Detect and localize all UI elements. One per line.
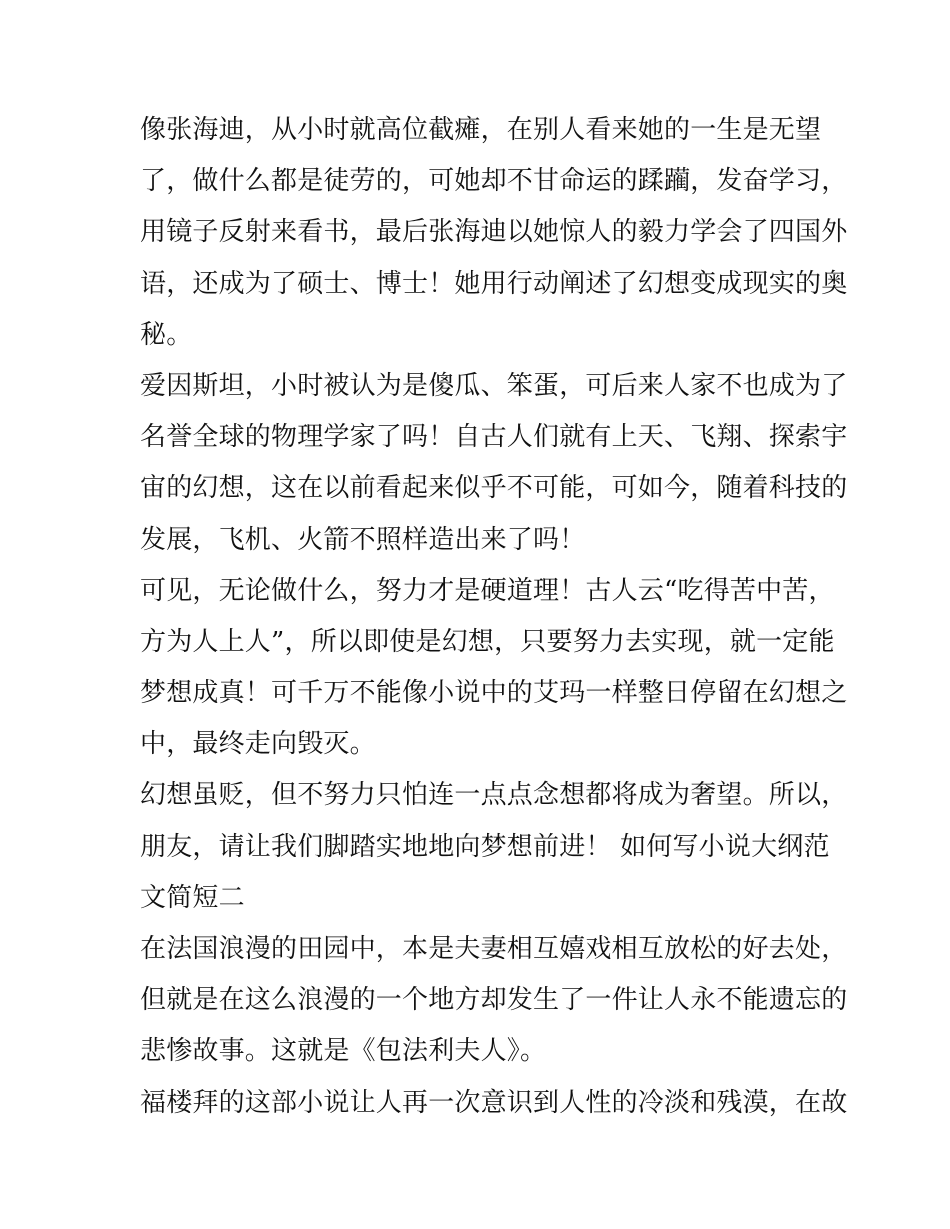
text-line: 名誉全球的物理学家了吗！自古人们就有上天、飞翔、探索宇	[140, 422, 848, 453]
text-line: 像张海迪，从小时就高位截瘫，在别人看来她的一生是无望	[140, 115, 822, 145]
document-body	[140, 105, 848, 1129]
text-line: 语，还成为了硕士、博士！她用行动阐述了幻想变成现实的奥	[140, 268, 848, 299]
text-line: 梦想成真！可千万不能像小说中的艾玛一样整日停留在幻想之	[140, 678, 848, 709]
text-line: 中，最终走向毁灭。	[140, 729, 376, 760]
text-line: 文简短二	[140, 882, 245, 913]
text-line: 秘。	[140, 319, 193, 350]
text-line: 福楼拜的这部小说让人再一次意识到人性的冷淡和残漠，在故	[140, 1087, 848, 1118]
text-line: 发展，飞机、火箭不照样造出来了吗！	[140, 524, 586, 555]
text-line: 悲惨故事。这就是《包法利夫人》。	[140, 1036, 547, 1067]
text-line: 方为人上人”，所以即使是幻想，只要努力去实现，就一定能	[140, 626, 835, 657]
text-line: 可见，无论做什么，努力才是硬道理！古人云“吃得苦中苦，	[140, 575, 835, 606]
text-line: 幻想虽贬，但不努力只怕连一点点念想都将成为奢望。所以，	[140, 780, 848, 811]
text-line: 在法国浪漫的田园中，本是夫妻相互嬉戏相互放松的好去处，	[140, 934, 848, 964]
text-line: 宙的幻想，这在以前看起来似乎不可能，可如今，随着科技的	[140, 473, 848, 504]
text-line: 爱因斯坦，小时被认为是傻瓜、笨蛋，可后来人家不也成为了	[140, 370, 848, 401]
text-line: 但就是在这么浪漫的一个地方却发生了一件让人永不能遗忘的	[140, 985, 848, 1016]
text-line: 朋友，请让我们脚踏实地地向梦想前进！ 如何写小说大纲范	[140, 831, 830, 862]
text-line: 用镜子反射来看书，最后张海迪以她惊人的毅力学会了四国外	[140, 217, 848, 248]
text-line: 了，做什么都是徒劳的，可她却不甘命运的蹂躏，发奋学习，	[140, 166, 848, 197]
